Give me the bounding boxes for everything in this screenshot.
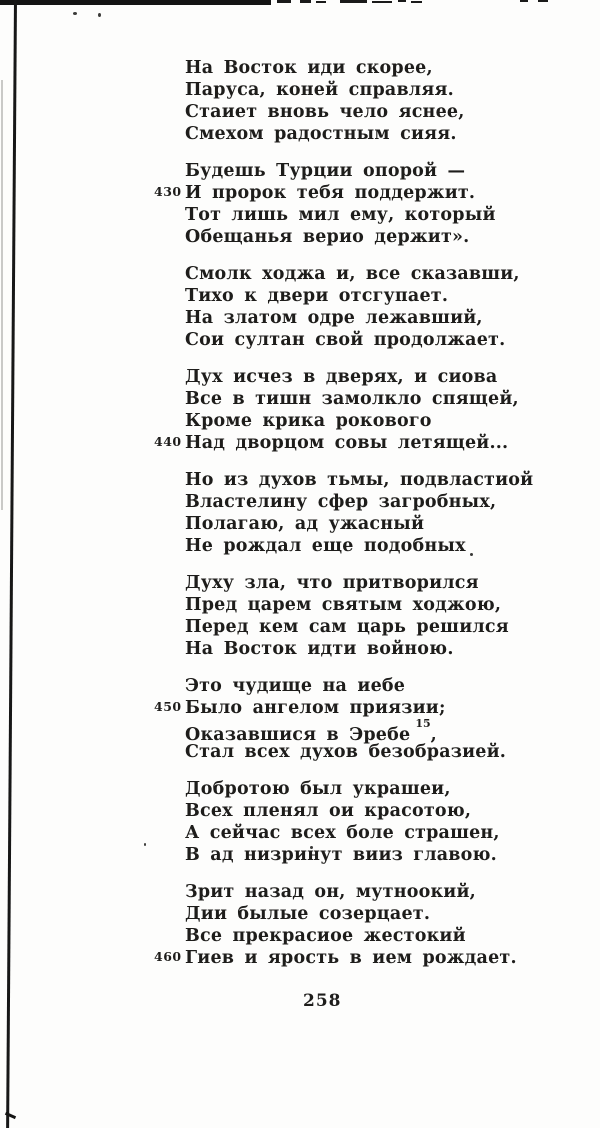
poem-line (185, 329, 533, 351)
stanza (185, 57, 533, 145)
line-text: И пророк тебя поддержит. (185, 183, 476, 203)
line-text: Тихо к двери отсгупает. (185, 286, 449, 306)
scan-top-dash (538, 0, 548, 2)
poem-line (185, 160, 533, 182)
scan-top-dash (398, 0, 406, 2)
line-text: Оказавшися в Эребе (185, 724, 411, 745)
stanza (154, 675, 533, 763)
scan-speck (98, 13, 101, 17)
line-text: Всех пленял ои красотою, (185, 801, 472, 821)
line-text: , (430, 724, 437, 745)
line-text: Обещанья верио держит». (185, 227, 470, 247)
line-text: Полагаю, ад ужасный (185, 514, 425, 534)
line-text: Сои султан свой продолжает. (185, 330, 506, 350)
line-text: А сейчас всех боле страшен, (185, 823, 500, 843)
scan-top-band (0, 0, 271, 5)
stanza (154, 366, 533, 454)
poem-line (185, 822, 533, 844)
poem-line (185, 226, 533, 248)
scan-left-rule (6, 0, 17, 1128)
scan-top-dash (316, 1, 326, 3)
scan-speck (144, 843, 146, 846)
line-text: Дух исчез в дверях, и сиова (185, 367, 498, 387)
stanza (185, 263, 533, 351)
stanza (185, 778, 533, 866)
line-text: Это чудище на иебе (185, 676, 406, 696)
poem-line (185, 881, 533, 903)
footnote-ref: 15 (415, 717, 431, 730)
poem-text-block (154, 57, 534, 984)
poem-line (154, 947, 533, 969)
poem-line (185, 491, 533, 513)
poem-line (185, 101, 533, 123)
poem-line (185, 366, 533, 388)
line-number: 450 (154, 699, 182, 714)
line-text: Гиев и ярость в ием рождает. (185, 948, 517, 968)
poem-line (185, 57, 533, 79)
line-number: 460 (154, 949, 182, 964)
stanza (154, 160, 533, 248)
poem-line (154, 182, 533, 204)
poem-line (185, 925, 533, 947)
scan-top-dash (300, 0, 311, 3)
line-text: На златом одре лежавший, (185, 308, 483, 328)
line-text: Властелину сфер загробных, (185, 492, 497, 512)
scan-top-dash (520, 0, 528, 2)
page-number: 258 (303, 991, 342, 1011)
scan-top-dash (277, 0, 291, 3)
line-number: 440 (154, 434, 182, 449)
poem-line (185, 903, 533, 925)
line-text: Пред царем святым ходжою, (185, 595, 502, 615)
line-text: Но из духов тьмы, подвластиой (185, 470, 534, 490)
line-text: Все прекрасиое жестокий (185, 926, 466, 946)
poem-line (185, 844, 533, 866)
scan-top-dash (411, 1, 422, 3)
scan-top-dash (340, 0, 367, 3)
scan-top-dash (372, 1, 392, 3)
scan-speck (73, 12, 77, 15)
stanza (185, 572, 533, 660)
poem-line (185, 123, 533, 145)
line-text: Все в тишн замолкло спящей, (185, 389, 519, 409)
line-text: Смолк ходжа и, все сказавши, (185, 264, 520, 284)
line-text: Не рождал еще подобных (185, 536, 466, 556)
poem-line (185, 307, 533, 329)
poem-line (185, 638, 533, 660)
poem-line (154, 697, 533, 719)
poem-line (185, 594, 533, 616)
poem-line (185, 717, 533, 745)
poem-line (185, 285, 533, 307)
poem-line (185, 741, 533, 763)
line-number: 430 (154, 184, 182, 199)
poem-line (185, 513, 533, 535)
poem-line (185, 800, 533, 822)
stanza (154, 881, 533, 969)
line-text: Кроме крика рокового (185, 411, 432, 431)
line-text: Паруса, коней справляя. (185, 80, 454, 100)
line-text: В ад низринут вииз главою. (185, 845, 497, 865)
line-text: Тот лишь мил ему, который (185, 205, 496, 225)
line-text: Дии былые созерцает. (185, 904, 431, 924)
poem-line (185, 469, 533, 491)
line-text: Над дворцом совы летящей... (185, 433, 509, 453)
line-text: Стал всех духов безобразией. (185, 742, 507, 762)
scan-left-rule-faint (1, 80, 3, 510)
line-text: На Восток иди скорее, (185, 58, 433, 78)
line-text: Добротою был украшеи, (185, 779, 451, 799)
poem-line (185, 572, 533, 594)
poem-line (185, 675, 533, 697)
poem-line (185, 204, 533, 226)
line-text: Было ангелом приязии; (185, 698, 446, 718)
poem-line (185, 410, 533, 432)
line-text: На Восток идти войною. (185, 639, 454, 659)
line-text: Зрит назад он, мутноокий, (185, 882, 476, 902)
poem-line (185, 778, 533, 800)
line-text: Стаиет вновь чело яснее, (185, 102, 465, 122)
line-text: Будешь Турции опорой — (185, 161, 466, 181)
stanza (185, 469, 533, 557)
poem-line (185, 79, 533, 101)
line-text: Перед кем сам царь решился (185, 617, 509, 637)
poem-line (185, 263, 533, 285)
poem-line (185, 388, 533, 410)
poem-line (185, 535, 533, 557)
poem-line (154, 432, 533, 454)
poem-line (185, 616, 533, 638)
line-text: Духу зла, что притворился (185, 573, 479, 593)
line-text: Смехом радостным сияя. (185, 124, 457, 144)
